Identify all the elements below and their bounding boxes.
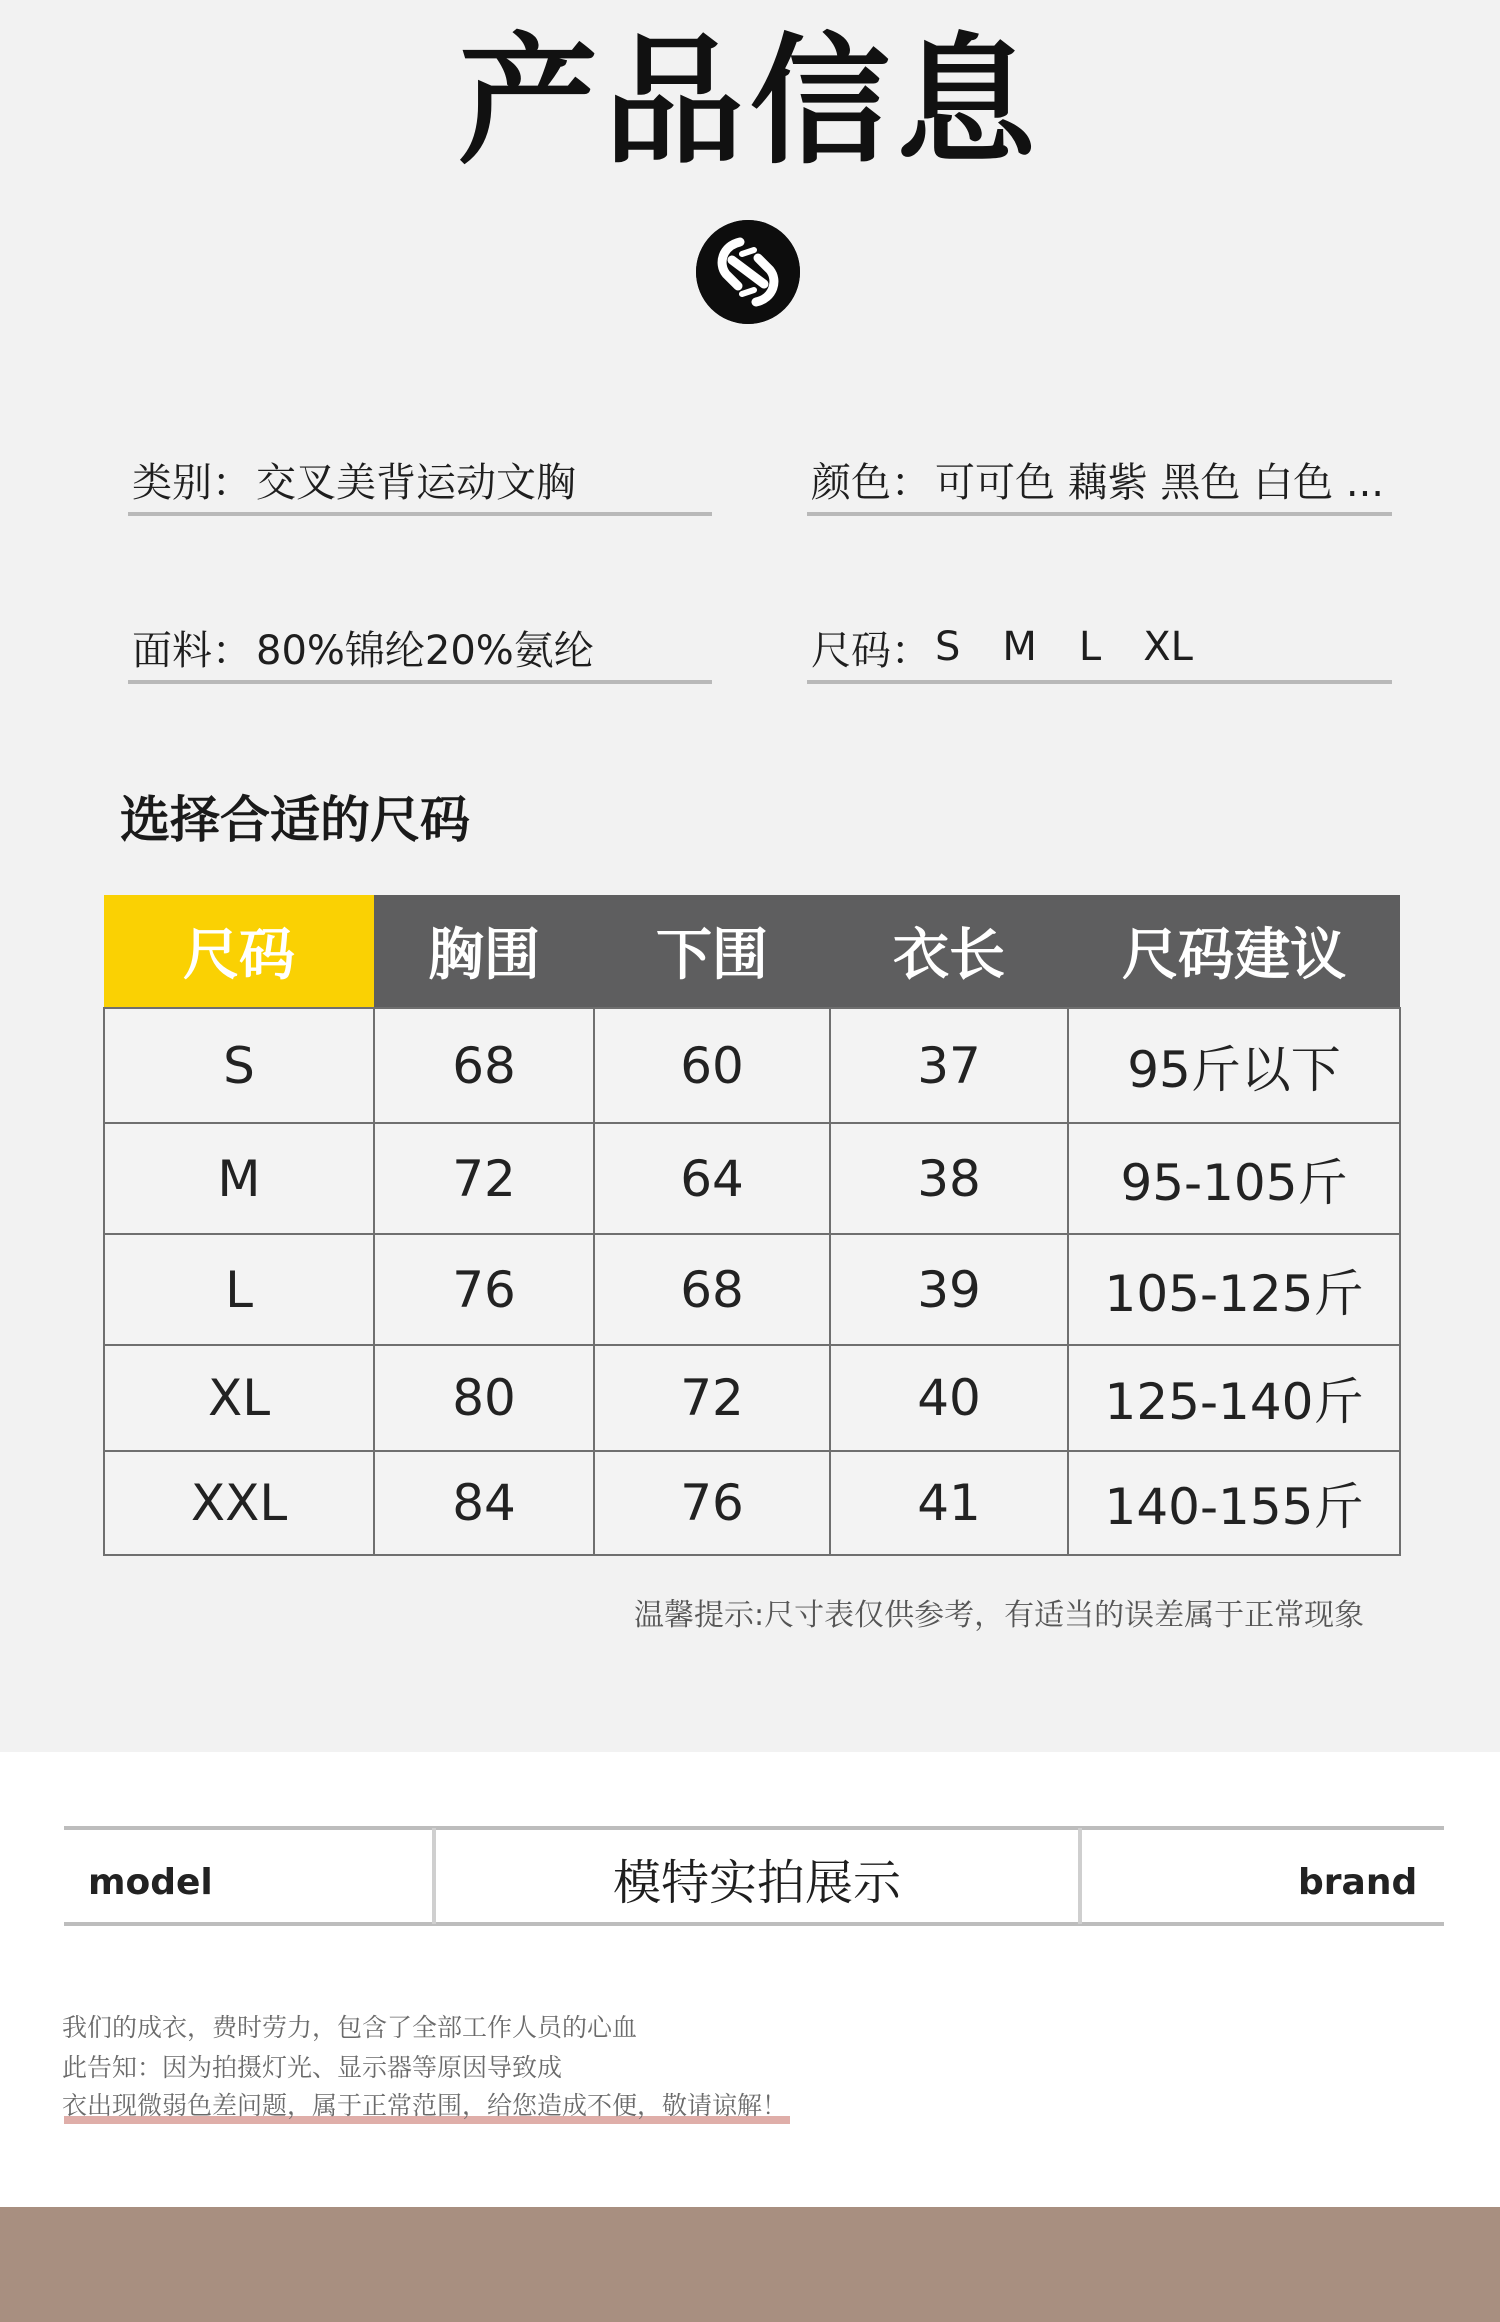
table-cell: 105-125斤 — [1068, 1234, 1400, 1345]
brand-label: brand — [1298, 1862, 1418, 1903]
table-cell: 41 — [830, 1451, 1068, 1555]
table-row — [104, 1345, 1400, 1451]
disclaimer-line: 衣出现微弱色差问题，属于正常范围，给您造成不便，敬请谅解！ — [62, 2091, 788, 2120]
table-cell: 37 — [830, 1008, 1068, 1123]
model-section — [0, 1752, 1500, 2207]
table-cell: XXL — [104, 1451, 374, 1555]
info-type — [128, 446, 712, 516]
header-length: 衣长 — [830, 895, 1068, 1008]
band-top-divider — [64, 1826, 1444, 1830]
header-bust: 胸围 — [374, 895, 594, 1008]
table-cell: 68 — [374, 1008, 594, 1123]
table-cell: 38 — [830, 1123, 1068, 1234]
table-cell: 60 — [594, 1008, 830, 1123]
table-row — [104, 1451, 1400, 1555]
disclaimer-line: 此告知：因为拍摄灯光、显示器等原因导致成 — [62, 2053, 563, 2082]
table-cell: 80 — [374, 1345, 594, 1451]
table-cell: 76 — [594, 1451, 830, 1555]
info-fabric — [128, 614, 712, 684]
info-color — [807, 446, 1392, 516]
fabric-value: 80%锦纶20%氨纶 — [256, 627, 594, 674]
size-section-heading: 选择合适的尺码 — [120, 791, 470, 849]
table-cell: 95-105斤 — [1068, 1123, 1400, 1234]
table-cell: 76 — [374, 1234, 594, 1345]
header-underbust: 下围 — [594, 895, 830, 1008]
table-cell: 84 — [374, 1451, 594, 1555]
table-row — [104, 1008, 1400, 1123]
table-cell: M — [104, 1123, 374, 1234]
page-title: 产品信息 — [457, 21, 1042, 184]
band-divider — [1078, 1828, 1082, 1924]
size-value-s: S — [935, 624, 961, 670]
color-value: 可可色 藕紫 黑色 白色 ... — [935, 459, 1385, 506]
size-value-m: M — [1002, 624, 1037, 670]
size-note: 温馨提示:尺寸表仅供参考，有适当的误差属于正常现象 — [634, 1598, 1365, 1633]
disclaimer-line: 我们的成衣，费时劳力，包含了全部工作人员的心血 — [62, 2013, 638, 2042]
model-photo — [0, 2207, 1500, 2322]
fabric-label: 面料： — [132, 627, 252, 674]
color-label: 颜色： — [811, 459, 931, 506]
table-cell: 72 — [374, 1123, 594, 1234]
info-size — [807, 614, 1392, 684]
model-label: model — [88, 1862, 213, 1903]
type-value: 交叉美背运动文胸 — [256, 459, 576, 506]
table-cell: 72 — [594, 1345, 830, 1451]
header-size: 尺码 — [104, 895, 374, 1008]
size-table — [103, 895, 1401, 1556]
table-row — [104, 1234, 1400, 1345]
table-cell: S — [104, 1008, 374, 1123]
table-cell: 125-140斤 — [1068, 1345, 1400, 1451]
brand-logo-icon — [696, 220, 800, 324]
size-value-xl: XL — [1143, 624, 1193, 670]
table-cell: 64 — [594, 1123, 830, 1234]
table-cell: 140-155斤 — [1068, 1451, 1400, 1555]
type-label: 类别： — [132, 459, 252, 506]
header-recommendation: 尺码建议 — [1068, 895, 1400, 1008]
size-value-l: L — [1078, 624, 1102, 670]
table-cell: L — [104, 1234, 374, 1345]
table-cell: XL — [104, 1345, 374, 1451]
table-cell: 95斤以下 — [1068, 1008, 1400, 1123]
table-row — [104, 1123, 1400, 1234]
table-header-row — [104, 895, 1400, 1008]
model-band-title: 模特实拍展示 — [612, 1855, 901, 1911]
size-label: 尺码： — [811, 627, 931, 674]
band-bottom-divider — [64, 1922, 1444, 1926]
table-cell: 39 — [830, 1234, 1068, 1345]
table-cell: 68 — [594, 1234, 830, 1345]
table-cell: 40 — [830, 1345, 1068, 1451]
